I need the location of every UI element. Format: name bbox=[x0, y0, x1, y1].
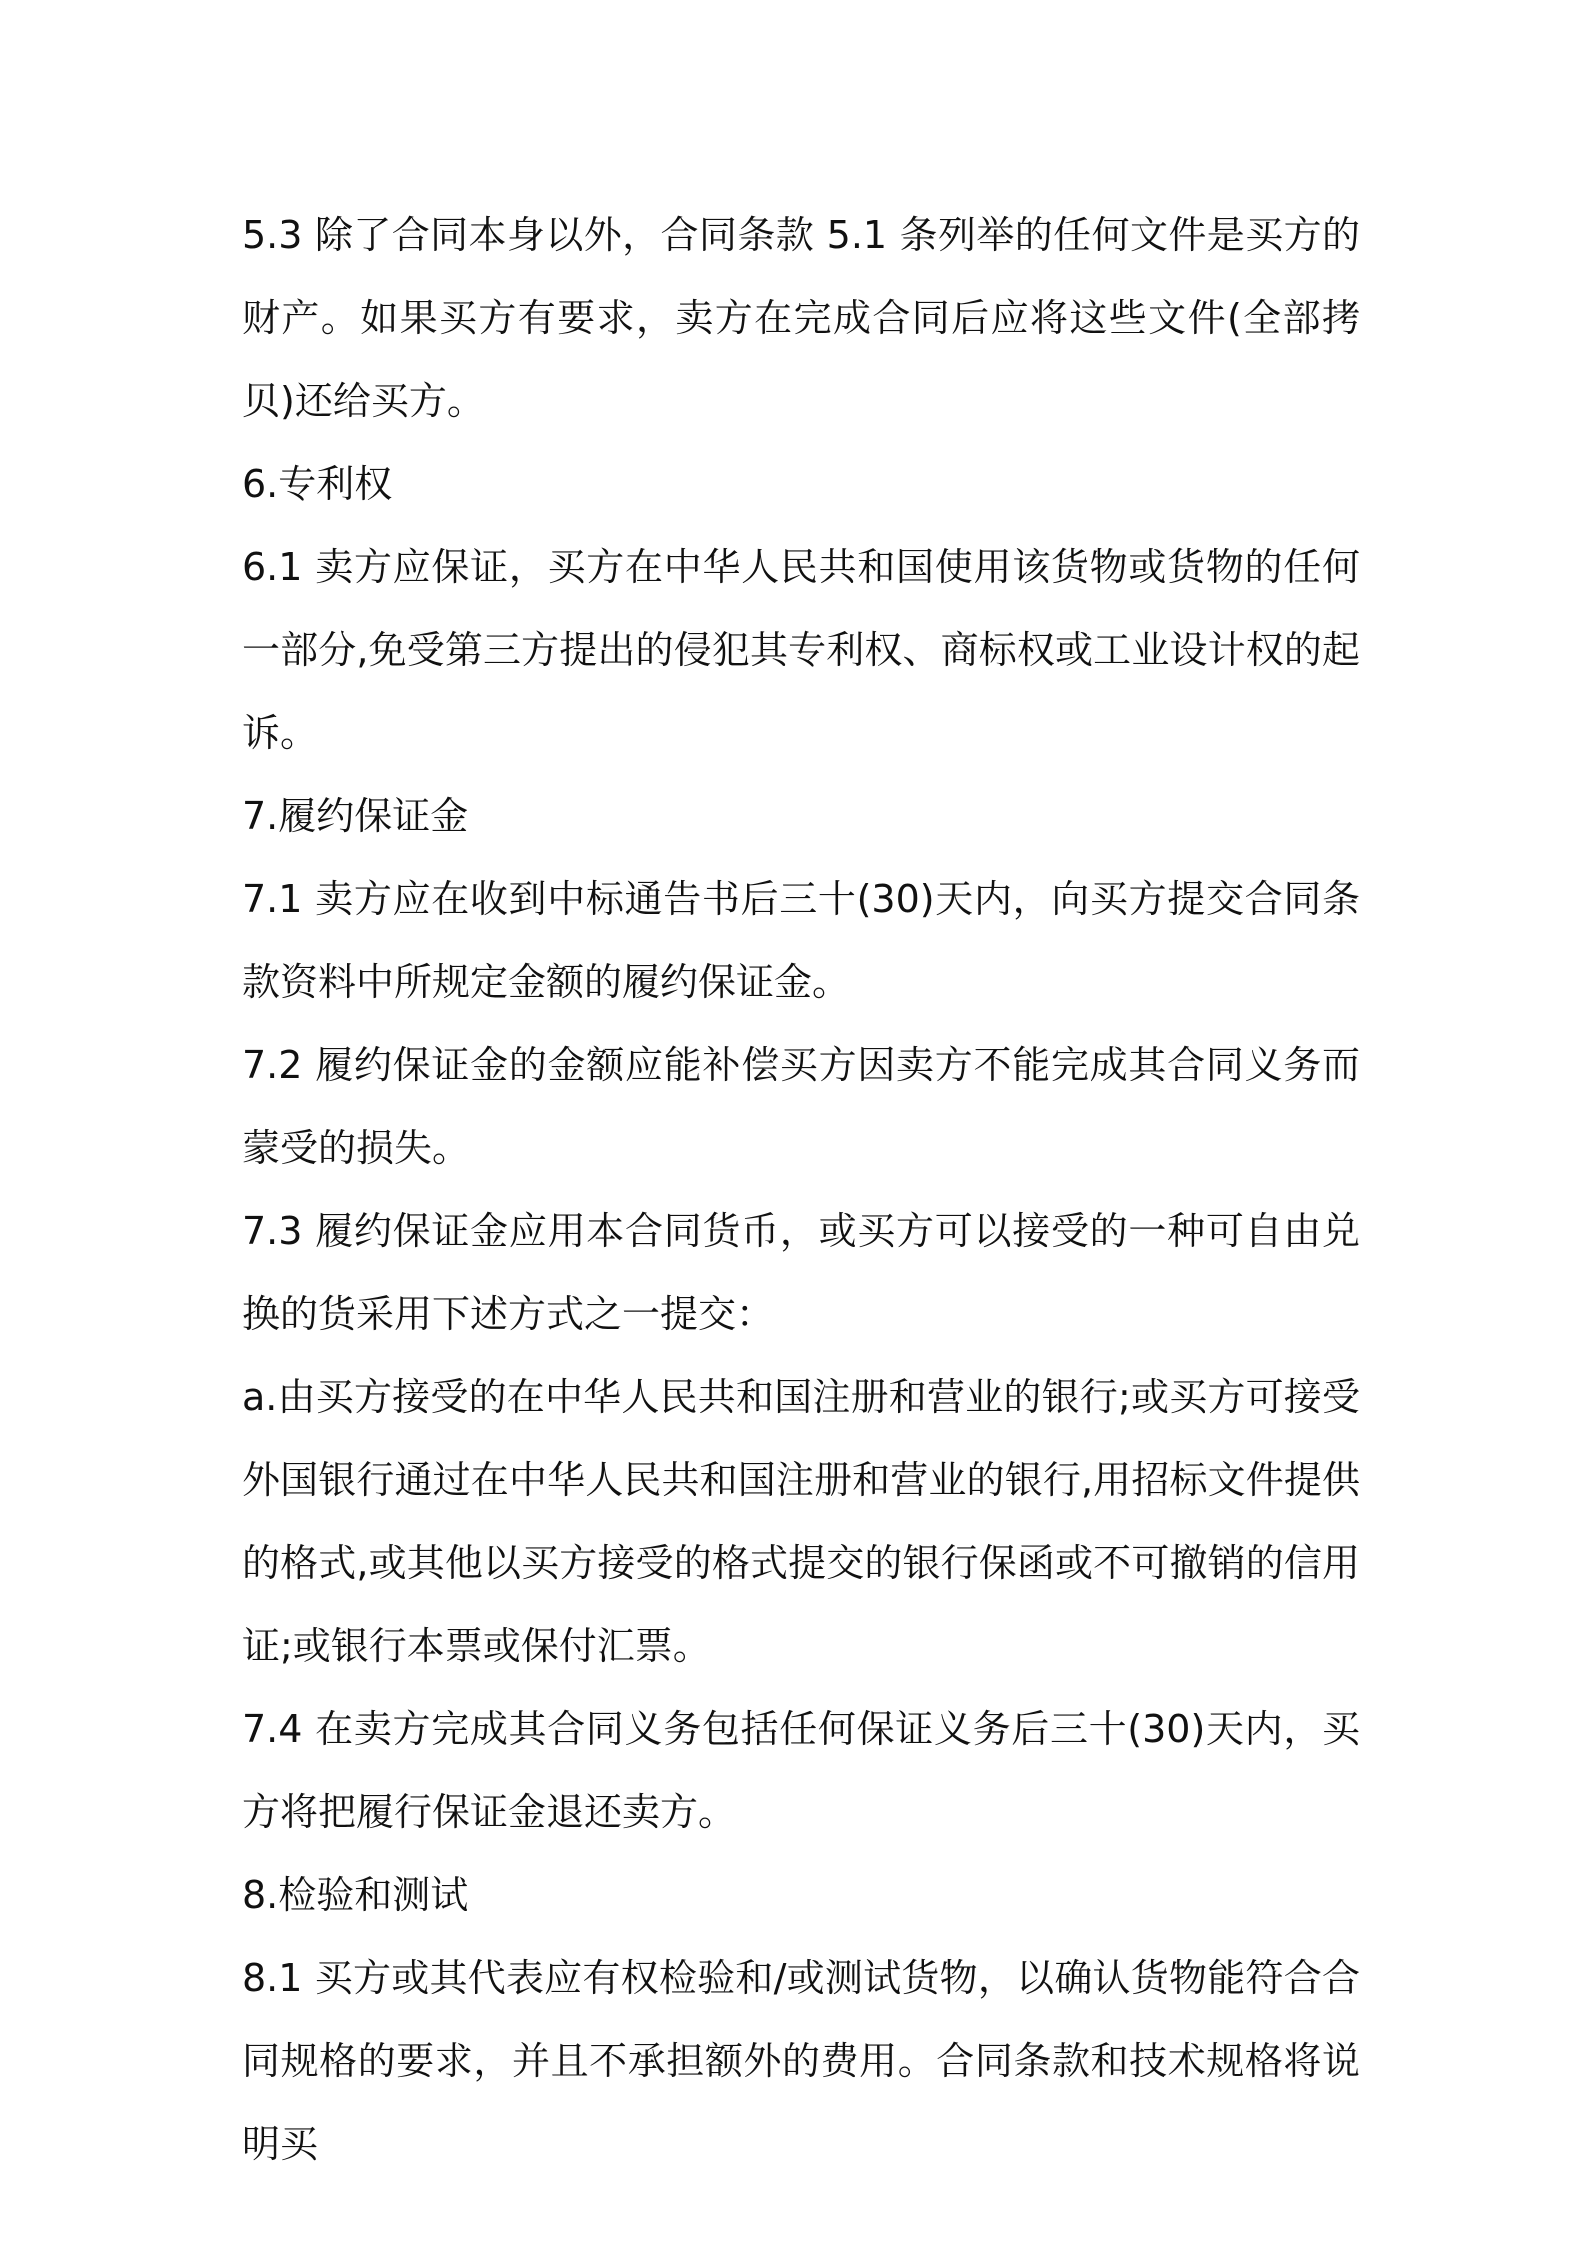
clause-6-1: 6.1 卖方应保证，买方在中华人民共和国使用该货物或货物的任何一部分,免受第三方提出的侵犯其专利权、商标权或工业设计权的起诉。 bbox=[242, 545, 1360, 755]
clause-8-1: 8.1 买方或其代表应有权检验和/或测试货物，以确认货物能符合合同规格的要求，并且不承担额外的费用。合同条款和技术规格将说明买 bbox=[242, 1956, 1360, 2166]
clause-5-3: 5.3 除了合同本身以外，合同条款 5.1 条列举的任何文件是买方的财产。如果买方有要求，卖方在完成合同后应将这些文件(全部拷贝)还给买方。 bbox=[242, 213, 1360, 423]
clause-7-3-a: a.由买方接受的在中华人民共和国注册和营业的银行;或买方可接受外国银行通过在中华人民共和国注册和营业的银行,用招标文件提供的格式,或其他以买方接受的格式提交的银行保函或不可撤销的信用证;或银行本票或保付汇票。 bbox=[242, 1375, 1360, 1668]
document-body bbox=[242, 194, 1360, 2186]
clause-7-3: 7.3 履约保证金应用本合同货币，或买方可以接受的一种可自由兑换的货采用下述方式之一提交： bbox=[242, 1209, 1360, 1336]
heading-7-performance-security: 7.履约保证金 bbox=[242, 794, 469, 838]
heading-6-patent-rights: 6.专利权 bbox=[242, 462, 393, 506]
clause-7-4: 7.4 在卖方完成其合同义务包括任何保证义务后三十(30)天内，买方将把履行保证金退还卖方。 bbox=[242, 1707, 1360, 1834]
heading-8-inspection-testing: 8.检验和测试 bbox=[242, 1873, 469, 1917]
clause-7-2: 7.2 履约保证金的金额应能补偿买方因卖方不能完成其合同义务而蒙受的损失。 bbox=[242, 1043, 1360, 1170]
clause-7-1: 7.1 卖方应在收到中标通告书后三十(30)天内，向买方提交合同条款资料中所规定金额的履约保证金。 bbox=[242, 877, 1360, 1004]
